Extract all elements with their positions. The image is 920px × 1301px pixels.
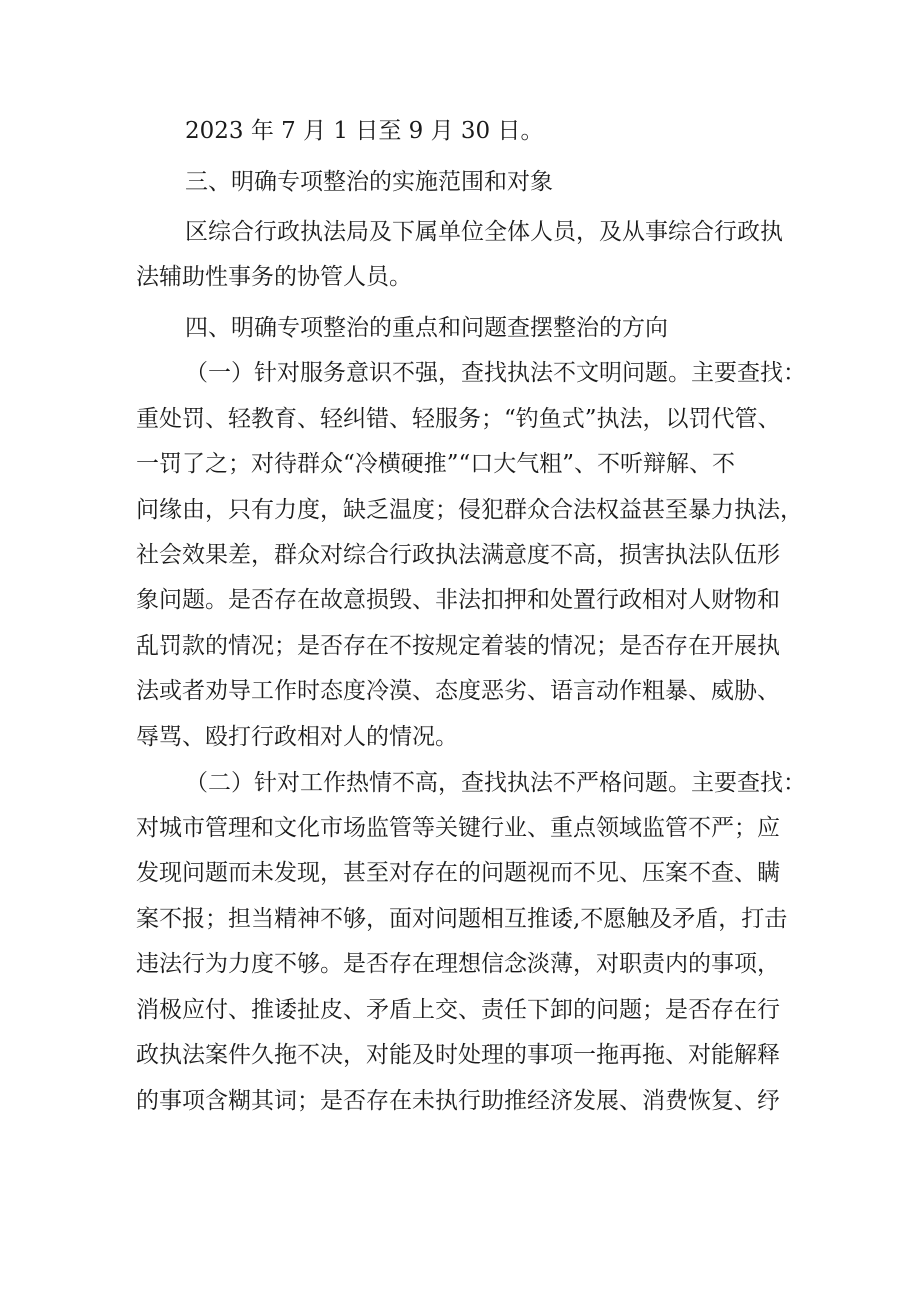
text-line: 社会效果差，群众对综合行政执法满意度不高，损害执法队伍形: [136, 542, 780, 568]
text-line: 案不报；担当精神不够，面对问题相互推诿,不愿触及矛盾，打击: [136, 906, 788, 932]
text-line: 对城市管理和文化市场监管等关键行业、重点领域监管不严；应: [136, 815, 780, 841]
section-heading: 四、明确专项整治的重点和问题查摆整治的方向: [185, 315, 668, 341]
text-line: 乱罚款的情况；是否存在不按规定着装的情况；是否存在开展执: [136, 633, 780, 659]
text-line: 发现问题而未发现，甚至对存在的问题视而不见、压案不查、瞒: [136, 860, 780, 886]
section-heading: 三、明确专项整治的实施范围和对象: [185, 169, 553, 195]
text-line: 辱骂、殴打行政相对人的情况。: [136, 724, 458, 750]
text-line: 违法行为力度不够。是否存在理想信念淡薄，对职责内的事项，: [136, 951, 780, 977]
text-line: 2023 年 7 月 1 日至 9 月 30 日。: [185, 118, 544, 144]
text-line: 消极应付、推诿扯皮、矛盾上交、责任下卸的问题；是否存在行: [136, 997, 780, 1023]
text-line: 区综合行政执法局及下属单位全体人员，及从事综合行政执: [185, 219, 783, 245]
text-line: （二）针对工作热情不高，查找执法不严格问题。主要查找：: [185, 770, 806, 796]
text-line: 政执法案件久拖不决，对能及时处理的事项一拖再拖、对能解释: [136, 1042, 780, 1068]
text-line: 的事项含糊其词；是否存在未执行助推经济发展、消费恢复、纾: [136, 1088, 780, 1114]
text-line: 法辅助性事务的协管人员。: [136, 264, 412, 290]
text-line: 法或者劝导工作时态度冷漠、态度恶劣、语言动作粗暴、威胁、: [136, 678, 780, 704]
text-line: 一罚了之；对待群众“冷横硬推”“口大气粗”、不听辩解、不: [136, 451, 736, 477]
text-line: 象问题。是否存在故意损毁、非法扣押和处置行政相对人财物和: [136, 587, 780, 613]
text-line: （一）针对服务意识不强，查找执法不文明问题。主要查找：: [185, 360, 806, 386]
text-line: 问缘由，只有力度，缺乏温度；侵犯群众合法权益甚至暴力执法，: [136, 497, 803, 523]
text-line: 重处罚、轻教育、轻纠错、轻服务；“钓鱼式”执法，以罚代管、: [136, 406, 781, 432]
